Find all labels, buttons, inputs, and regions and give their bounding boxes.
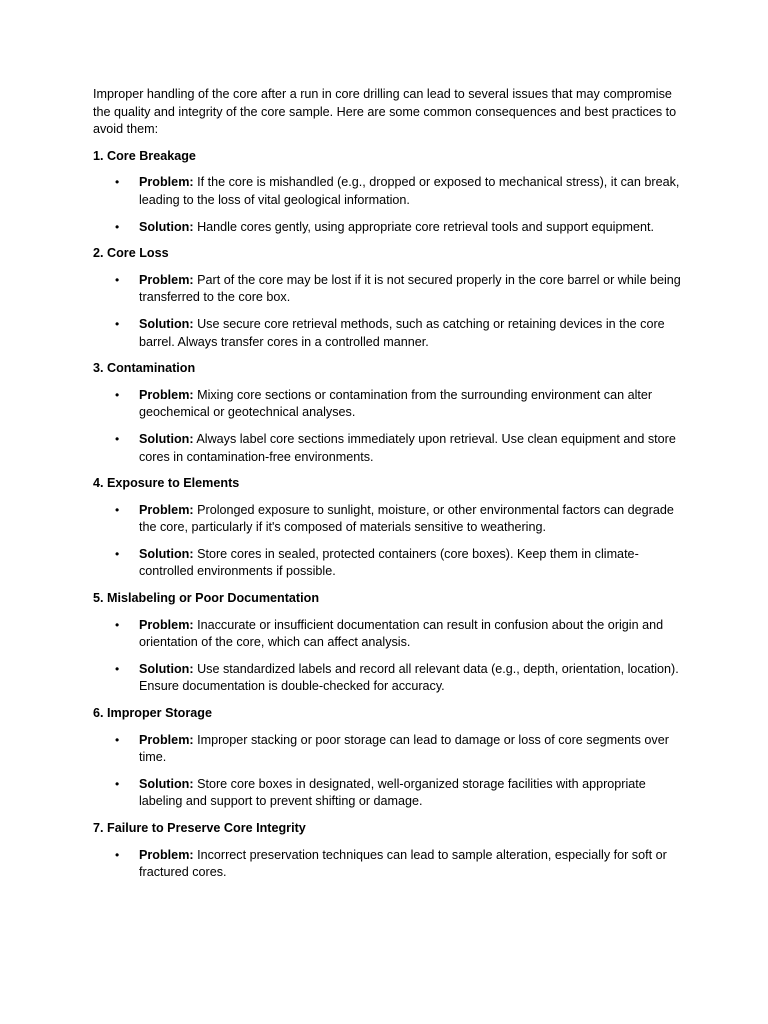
list-item	[93, 174, 683, 209]
intro-paragraph: Improper handling of the core after a run in core drilling can lead to several issues that may compromise the quality and integrity of the core sample. Here are some common consequences and best practices to avoid them:	[93, 87, 677, 137]
item-label: Problem:	[139, 272, 194, 287]
list-item	[93, 431, 683, 466]
item-text: Prolonged exposure to sunlight, moisture, or other environmental factors can degrade the core, particularly if it's composed of materials sensitive to weathering.	[139, 502, 674, 535]
item-label: Solution:	[139, 431, 194, 446]
section-2	[93, 245, 683, 351]
bullet-icon: •	[115, 431, 120, 446]
item-label: Problem:	[139, 175, 194, 190]
item-text: Handle cores gently, using appropriate core retrieval tools and support equipment.	[197, 219, 654, 234]
item-text: Incorrect preservation techniques can lead to sample alteration, especially for soft or fractured cores.	[139, 847, 667, 880]
item-text: Use secure core retrieval methods, such as catching or retaining devices in the core barrel. Always transfer cores in a controlled manner.	[139, 316, 665, 349]
bullet-icon: •	[115, 546, 120, 561]
item-label: Problem:	[139, 847, 194, 862]
bullet-icon: •	[115, 219, 120, 234]
item-label: Solution:	[139, 219, 194, 234]
list-item	[93, 316, 683, 351]
list-item	[93, 776, 683, 811]
item-text: Always label core sections immediately upon retrieval. Use clean equipment and store cores in contamination-free environments.	[139, 431, 676, 464]
bullet-icon: •	[115, 175, 120, 190]
section-3	[93, 360, 683, 466]
item-label: Solution:	[139, 776, 194, 791]
list-item	[93, 502, 683, 537]
bullet-icon: •	[115, 732, 120, 747]
bullet-icon: •	[115, 502, 120, 517]
list-item	[93, 732, 683, 767]
section-7	[93, 820, 683, 882]
document-page	[93, 86, 683, 891]
list-item	[93, 546, 683, 581]
item-text: If the core is mishandled (e.g., dropped or exposed to mechanical stress), it can break, leading to the loss of vital geological information.	[139, 175, 680, 207]
item-label: Problem:	[139, 502, 194, 517]
item-label: Solution:	[139, 661, 194, 676]
bullet-icon: •	[115, 617, 120, 632]
bullet-list	[93, 174, 683, 236]
item-label: Problem:	[139, 732, 194, 747]
bullet-list	[93, 617, 683, 696]
item-text: Mixing core sections or contamination from the surrounding environment can alter geochemical or geotechnical analyses.	[139, 387, 653, 420]
section-4	[93, 475, 683, 581]
section-heading: 2. Core Loss	[93, 246, 169, 261]
list-item	[93, 617, 683, 652]
section-5	[93, 590, 683, 696]
list-item	[93, 387, 683, 422]
item-label: Problem:	[139, 617, 194, 632]
bullet-icon: •	[115, 847, 120, 862]
item-text: Store cores in sealed, protected containers (core boxes). Keep them in climate-controlled environments if possible.	[139, 546, 639, 579]
item-text: Inaccurate or insufficient documentation can result in confusion about the origin and orientation of the core, which can affect analysis.	[139, 617, 664, 650]
bullet-icon: •	[115, 776, 120, 791]
bullet-list	[93, 502, 683, 581]
section-heading: 4. Exposure to Elements	[93, 476, 240, 491]
list-item	[93, 272, 683, 307]
section-heading: 7. Failure to Preserve Core Integrity	[93, 821, 306, 835]
item-text: Use standardized labels and record all relevant data (e.g., depth, orientation, location). Ensure documentation is double-checked for accuracy.	[139, 661, 679, 694]
bullet-list	[93, 272, 683, 351]
section-heading: 3. Contamination	[93, 361, 196, 376]
item-label: Problem:	[139, 387, 194, 402]
bullet-list	[93, 387, 683, 466]
list-item	[93, 219, 683, 237]
list-item	[93, 661, 683, 696]
bullet-icon: •	[115, 387, 120, 402]
item-label: Solution:	[139, 546, 194, 561]
section-1	[93, 148, 683, 236]
section-heading: 5. Mislabeling or Poor Documentation	[93, 591, 320, 606]
section-heading: 1. Core Breakage	[93, 148, 196, 163]
bullet-list	[93, 847, 683, 882]
item-label: Solution:	[139, 316, 194, 331]
section-6	[93, 705, 683, 811]
item-text: Part of the core may be lost if it is not secured properly in the core barrel or while being transferred to the core box.	[139, 272, 681, 305]
bullet-icon: •	[115, 316, 120, 331]
list-item	[93, 847, 683, 882]
section-heading: 6. Improper Storage	[93, 706, 212, 721]
item-text: Improper stacking or poor storage can lead to damage or loss of core segments over time.	[139, 732, 669, 765]
bullet-icon: •	[115, 272, 120, 287]
bullet-icon: •	[115, 661, 120, 676]
bullet-list	[93, 732, 683, 811]
item-text: Store core boxes in designated, well-organized storage facilities with appropriate labeling and support to prevent shifting or damage.	[139, 776, 646, 809]
